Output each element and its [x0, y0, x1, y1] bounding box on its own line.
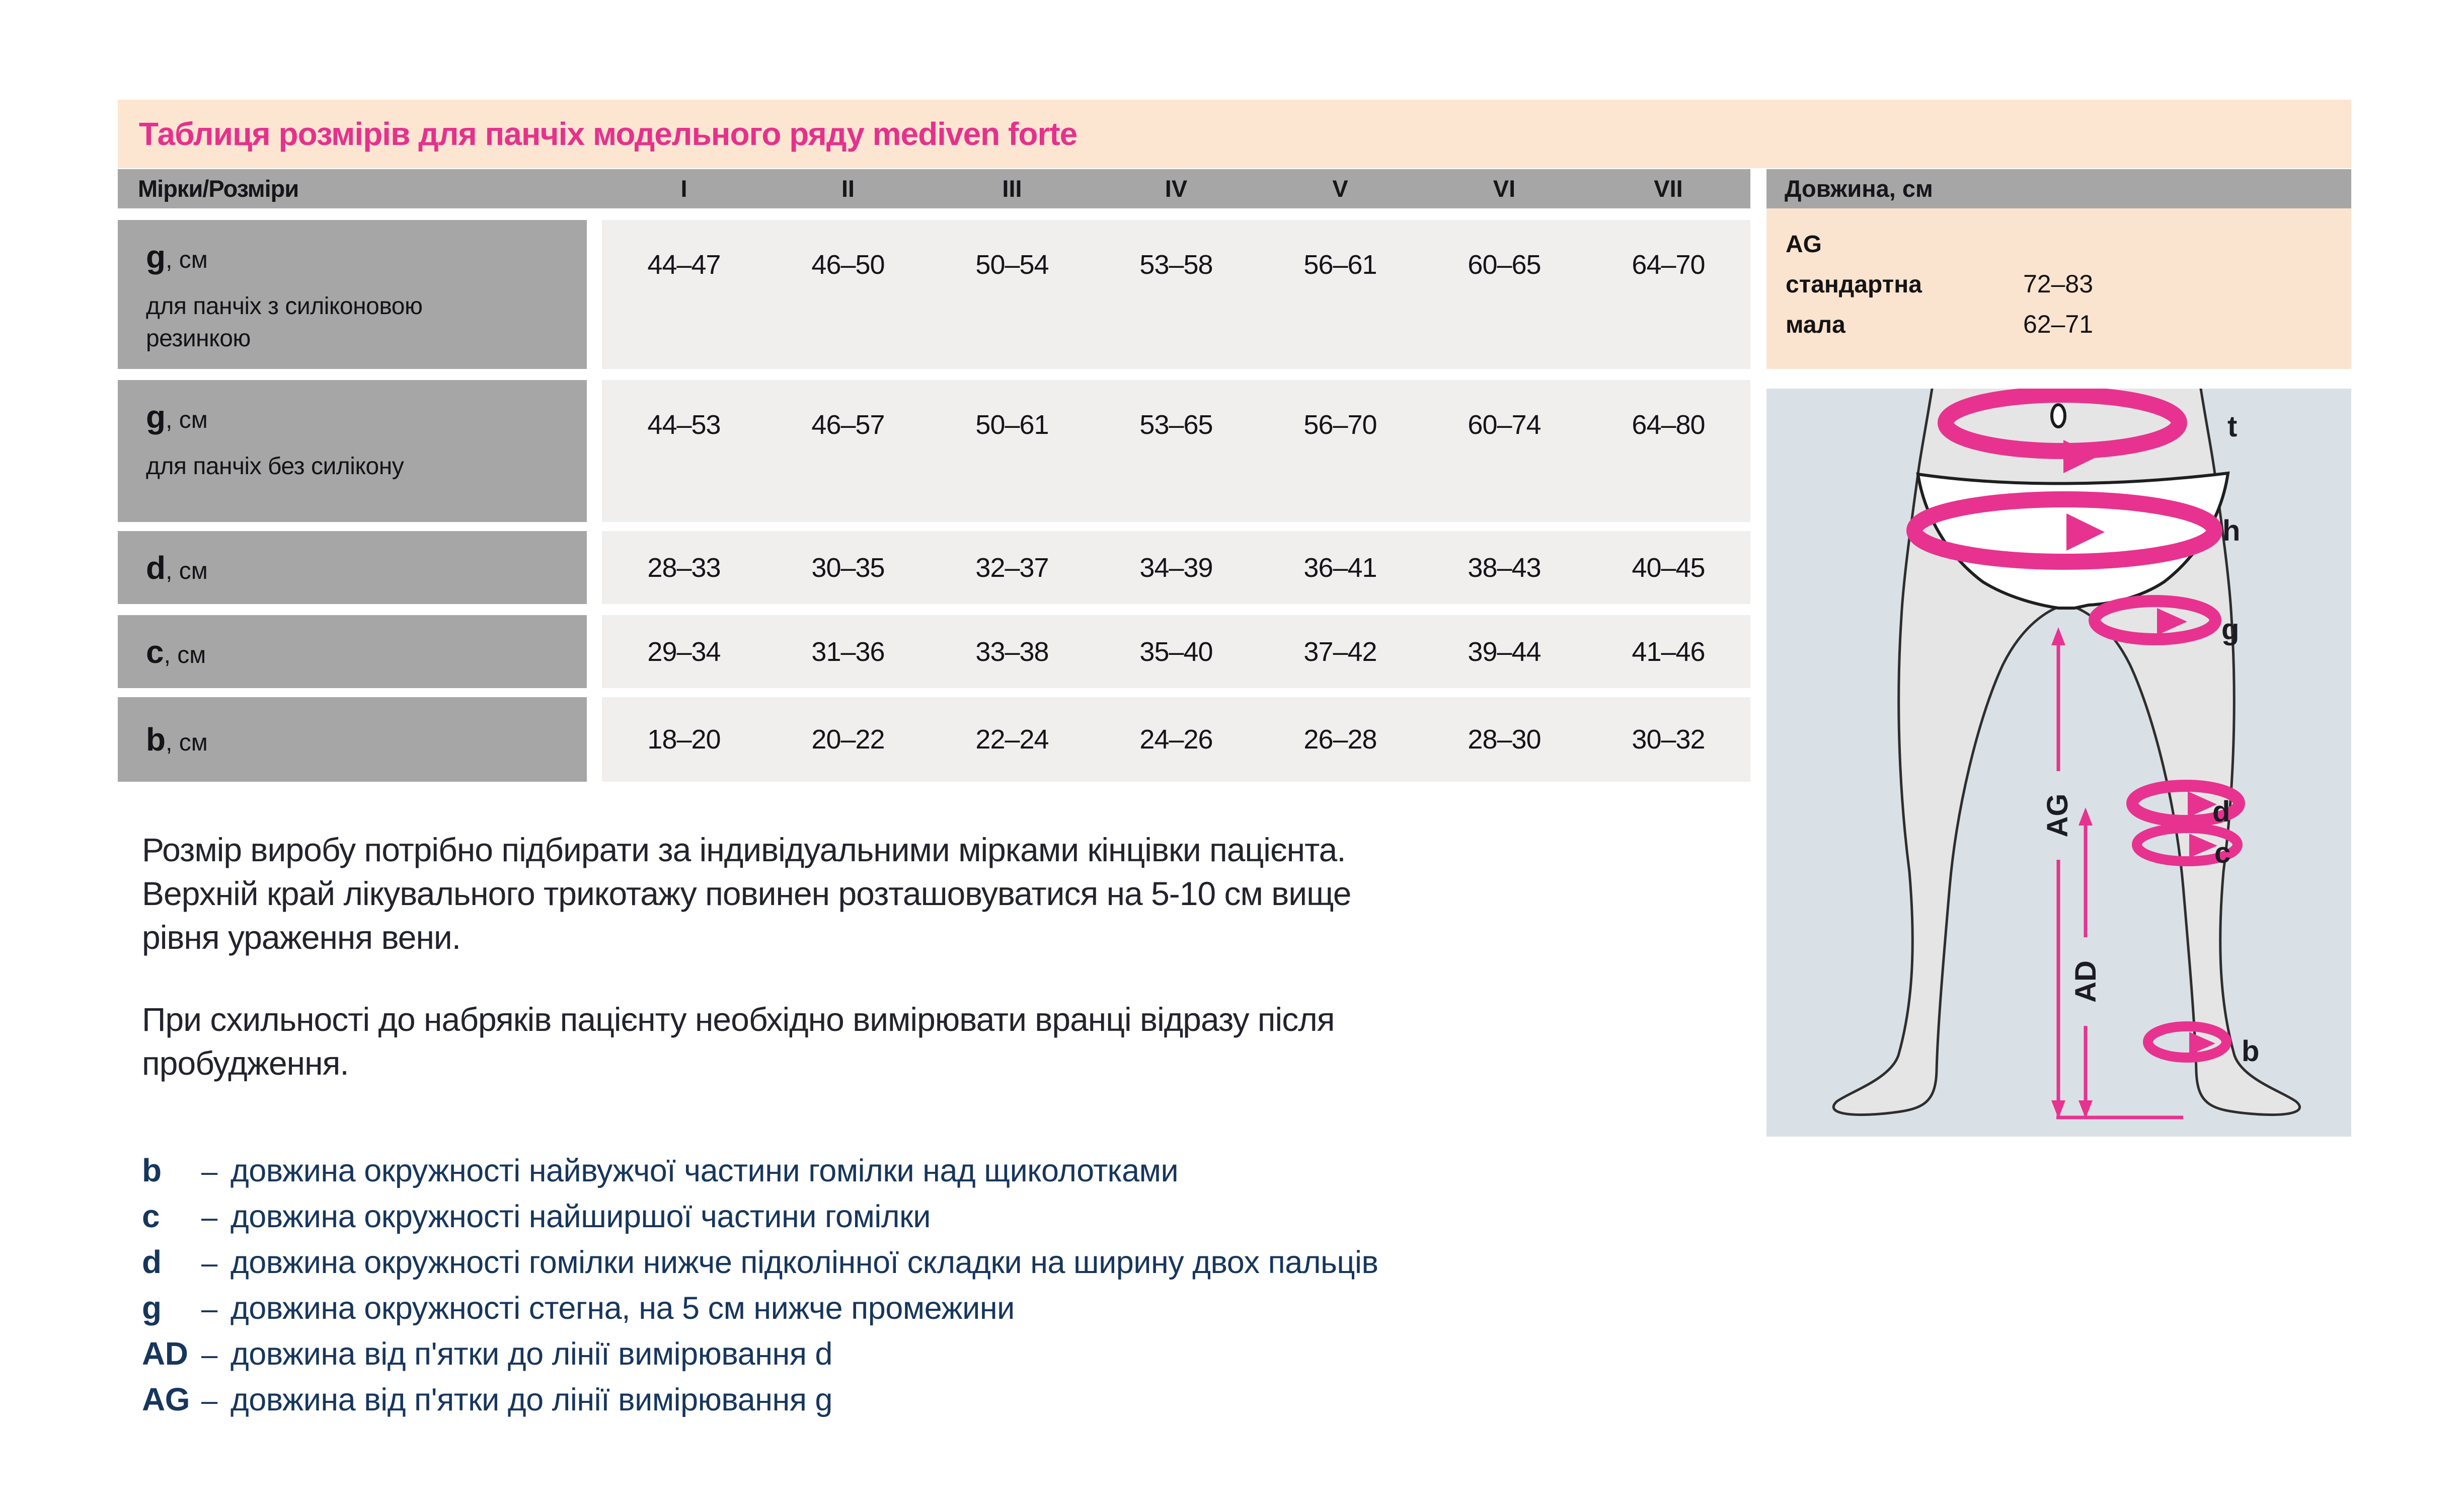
- label-ag: AG: [2041, 793, 2074, 838]
- diagram-panel: [1766, 389, 2351, 1137]
- table-row-c: [118, 615, 1750, 688]
- table-row-g-nosilicone: [118, 380, 1750, 522]
- size-value: 64–80: [1632, 410, 1705, 440]
- size-value: 33–38: [975, 636, 1049, 667]
- row-values: [602, 380, 1750, 522]
- ag-line-top-arrow: [2051, 627, 2065, 645]
- legend-desc: довжина від п'ятки до лінії вимірювання d: [230, 1336, 832, 1372]
- size-value: 50–61: [975, 410, 1049, 440]
- row-sublabel: для панчіх без силікону: [146, 453, 404, 480]
- size-value: 40–45: [1632, 552, 1705, 583]
- row-values: [602, 220, 1750, 369]
- row-label: [118, 531, 587, 604]
- legend-key: d: [142, 1244, 162, 1280]
- row-letter: c: [146, 633, 164, 670]
- length-row-value: 72–83: [2023, 270, 2094, 298]
- label-ad: AD: [2069, 960, 2102, 1003]
- size-value: 18–20: [647, 724, 721, 755]
- paragraph-line: рівня ураження вени.: [142, 919, 461, 956]
- row-unit: , см: [166, 729, 208, 756]
- legend-key: AD: [142, 1335, 188, 1372]
- row-unit: , см: [166, 557, 208, 584]
- table-header-row: [118, 169, 1750, 208]
- row-label: [118, 380, 587, 522]
- legend-item: [142, 1381, 1783, 1427]
- size-value: 28–30: [1468, 724, 1541, 755]
- legend-item: [142, 1198, 1783, 1243]
- legend-key: c: [142, 1198, 160, 1234]
- size-value: 24–26: [1139, 724, 1213, 755]
- legend-dash: –: [201, 1384, 217, 1417]
- row-letter: g: [146, 239, 166, 275]
- paragraph-line: пробудження.: [142, 1044, 349, 1082]
- paragraph-line: При схильності до набряків пацієнту необхідно вимірювати вранці відразу після: [142, 1001, 1335, 1038]
- paragraph-2: [142, 998, 1652, 1085]
- size-value: 46–57: [811, 410, 885, 440]
- column-headers: [602, 169, 1750, 208]
- size-value: 38–43: [1468, 552, 1541, 583]
- length-row-label: мала: [1786, 312, 1845, 338]
- column-header: III: [1002, 175, 1022, 202]
- column-header: II: [841, 175, 855, 202]
- legend-desc: довжина окружності гомілки нижче підколінної складки на ширину двох пальців: [230, 1245, 1378, 1280]
- legend-item: [142, 1335, 1783, 1381]
- row-unit: , см: [164, 641, 206, 668]
- legend-desc: довжина окружності найширшої частини гомілки: [230, 1199, 931, 1234]
- length-row: [1786, 310, 2351, 339]
- row-unit: , см: [166, 247, 208, 273]
- page-title: Таблиця розмірів для панчіх модельного ряду mediven forte: [139, 116, 1077, 152]
- table-row-b: [118, 697, 1750, 782]
- table-row-d: [118, 531, 1750, 604]
- size-value: 56–70: [1303, 410, 1377, 440]
- column-header: IV: [1165, 175, 1188, 202]
- legend-dash: –: [201, 1247, 217, 1280]
- length-row: [1786, 269, 2351, 298]
- legend-key: b: [142, 1152, 162, 1188]
- size-value: 37–42: [1303, 636, 1377, 667]
- legend-desc: довжина окружності найвужчої частини гомілки над щиколотками: [230, 1153, 1179, 1188]
- row-letter: g: [146, 399, 166, 435]
- size-value: 44–47: [647, 250, 721, 280]
- size-value: 39–44: [1468, 636, 1541, 667]
- label-t: t: [2227, 410, 2238, 443]
- paragraph-line: Розмір виробу потрібно підбирати за індивідуальними мірками кінцівки пацієнта.: [142, 831, 1346, 868]
- length-header: [1766, 169, 2351, 208]
- row-unit: , см: [166, 407, 208, 433]
- legend-item: [142, 1289, 1783, 1335]
- title-bar: [118, 100, 2351, 168]
- size-value: 44–53: [647, 410, 721, 440]
- size-value: 28–33: [647, 552, 721, 583]
- size-value: 60–74: [1468, 410, 1541, 440]
- column-header: VII: [1654, 175, 1683, 202]
- row-letter: d: [146, 549, 166, 586]
- label-c: c: [2214, 837, 2231, 869]
- legend-desc: довжина від п'ятки до лінії вимірювання g: [230, 1382, 832, 1417]
- size-value: 34–39: [1139, 552, 1213, 583]
- legend-dash: –: [201, 1293, 217, 1325]
- legend-dash: –: [201, 1201, 217, 1234]
- size-value: 26–28: [1303, 724, 1377, 755]
- size-value: 64–70: [1632, 250, 1705, 280]
- paragraph-line: Верхній край лікувального трикотажу повинен розташовуватися на 5-10 см вище: [142, 875, 1351, 912]
- row-letter: b: [146, 721, 166, 758]
- label-ag-group: [2041, 771, 2074, 860]
- size-value: 30–32: [1632, 724, 1705, 755]
- row-values: [602, 615, 1750, 688]
- size-value: 41–46: [1632, 636, 1705, 667]
- length-header-label: Довжина, см: [1785, 175, 1933, 202]
- legend-item: [142, 1152, 1783, 1198]
- size-value: 46–50: [811, 250, 885, 280]
- label-g: g: [2221, 613, 2240, 646]
- length-group-label: AG: [1786, 231, 1822, 258]
- size-value: 32–37: [975, 552, 1049, 583]
- size-value: 29–34: [647, 636, 721, 667]
- label-ad-group: [2069, 937, 2102, 1026]
- size-value: 60–65: [1468, 250, 1541, 280]
- row-sublabel: для панчіх з силіконовою резинкою: [146, 293, 423, 352]
- length-row-label: стандартна: [1786, 271, 1922, 298]
- size-value: 36–41: [1303, 552, 1377, 583]
- row-label: [118, 615, 587, 688]
- size-value: 53–65: [1139, 410, 1213, 440]
- column-header: V: [1332, 175, 1348, 202]
- size-value: 35–40: [1139, 636, 1213, 667]
- length-rows: [1786, 269, 2351, 339]
- size-value: 56–61: [1303, 250, 1377, 280]
- label-b: b: [2242, 1035, 2260, 1068]
- legend-key: g: [142, 1290, 162, 1326]
- label-h: h: [2222, 514, 2241, 547]
- row-values: [602, 531, 1750, 604]
- legend-desc: довжина окружності стегна, на 5 см нижче промежини: [230, 1291, 1015, 1326]
- ad-line-top-arrow: [2078, 807, 2093, 826]
- legend-key: AG: [142, 1381, 190, 1417]
- legend: [142, 1152, 1783, 1427]
- row-label: [118, 220, 587, 369]
- row-label: [118, 697, 587, 782]
- size-value: 31–36: [811, 636, 885, 667]
- navel-icon: [2052, 405, 2065, 427]
- legend-dash: –: [201, 1155, 217, 1188]
- measurement-diagram: [1766, 389, 2351, 1137]
- size-value: 50–54: [975, 250, 1049, 280]
- legend-dash: –: [201, 1338, 217, 1371]
- row-values: [602, 697, 1750, 782]
- length-row-value: 62–71: [2023, 310, 2094, 338]
- column-header: I: [680, 175, 687, 202]
- column-header: VI: [1493, 175, 1516, 202]
- paragraph-1: [142, 828, 1652, 959]
- size-value: 22–24: [975, 724, 1049, 755]
- label-d: d: [2212, 795, 2230, 828]
- size-value: 30–35: [811, 552, 885, 583]
- table-corner-label: Мірки/Розміри: [138, 175, 299, 202]
- size-value: 20–22: [811, 724, 885, 755]
- length-panel: [1766, 208, 2351, 369]
- legend-item: [142, 1243, 1783, 1289]
- table-row-g-silicone: [118, 220, 1750, 369]
- size-value: 53–58: [1139, 250, 1213, 280]
